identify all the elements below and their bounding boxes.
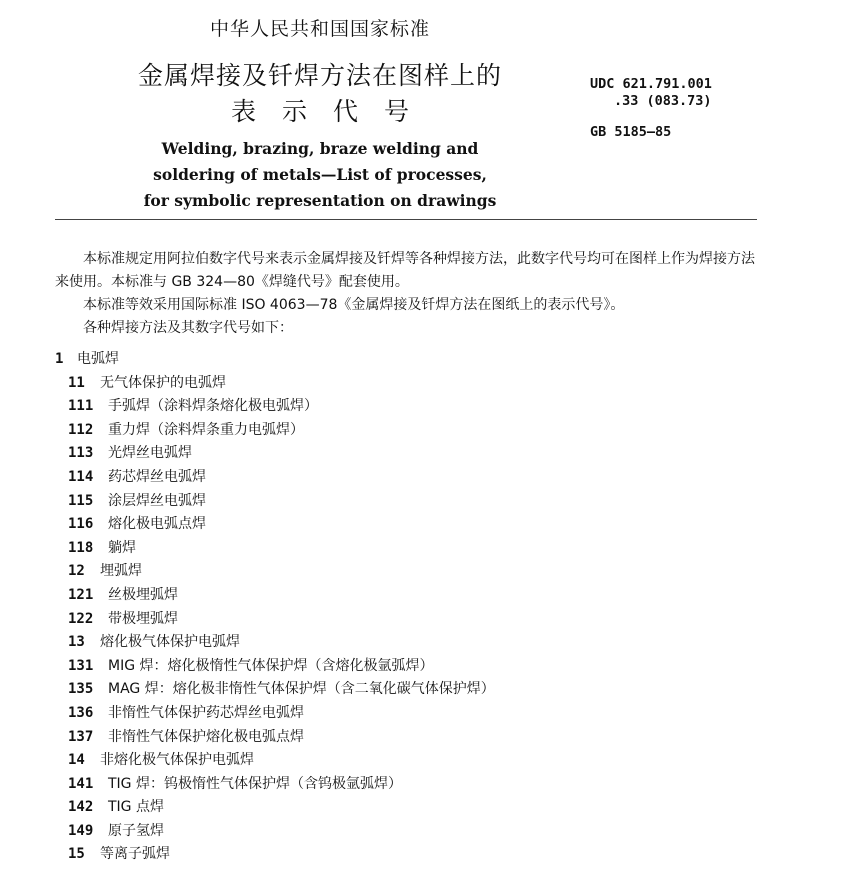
process-row: [55, 537, 815, 561]
process-row: [55, 702, 815, 726]
process-row: [55, 796, 815, 820]
process-code: 137: [68, 728, 94, 745]
process-name: 熔化极电弧点焊: [108, 516, 206, 533]
title-english: [0, 136, 640, 214]
process-list: [55, 348, 815, 867]
process-name: 丝极埋弧焊: [108, 586, 178, 603]
process-name: 原子氢焊: [108, 822, 164, 839]
udc-code-line2: .33 (083.73): [614, 93, 712, 109]
process-row: [55, 442, 815, 466]
process-code: 111: [68, 398, 94, 415]
process-name: 等离子弧焊: [100, 846, 170, 863]
process-row: [55, 655, 815, 679]
gb-standard-number: GB 5185—85: [590, 124, 672, 140]
process-code: 122: [68, 610, 94, 627]
process-row: [55, 372, 815, 396]
process-code: 136: [68, 704, 94, 721]
process-row: [55, 843, 815, 867]
process-code: 116: [68, 516, 94, 533]
header-divider: [55, 219, 757, 220]
intro-paragraph-1: 本标准规定用阿拉伯数字代号来表示金属焊接及钎焊等各种焊接方法，此数字代号均可在图样上作为焊接方法来使用。本标准与 GB 324—80《焊缝代号》配套使用。: [55, 251, 755, 290]
process-code: 142: [68, 799, 94, 816]
process-name: 熔化极气体保护电弧焊: [100, 634, 240, 651]
title-english-line2: soldering of metals—List of processes,: [153, 165, 487, 184]
process-row: [55, 726, 815, 750]
process-name: 重力焊（涂料焊条重力电弧焊）: [108, 421, 304, 438]
process-row: [55, 584, 815, 608]
process-code: 12: [68, 563, 85, 580]
process-name: 电弧焊: [77, 351, 119, 367]
process-name: 躺焊: [108, 539, 136, 556]
process-code: 1: [55, 351, 64, 367]
process-code: 113: [68, 445, 94, 462]
process-name: 非惰性气体保护药芯焊丝电弧焊: [108, 704, 304, 721]
process-code: 11: [68, 374, 85, 391]
introduction: [55, 248, 765, 340]
title-english-line1: Welding, brazing, braze welding and: [161, 139, 479, 158]
process-row: [55, 419, 815, 443]
process-name: 涂层焊丝电弧焊: [108, 492, 206, 509]
process-row: [55, 348, 815, 372]
process-name: TIG 点焊: [108, 799, 164, 816]
process-code: 121: [68, 586, 94, 603]
process-name: 埋弧焊: [100, 563, 142, 580]
process-name: 药芯焊丝电弧焊: [108, 468, 206, 485]
process-row: [55, 560, 815, 584]
process-code: 115: [68, 492, 94, 509]
title-chinese-line2: 表示代号: [230, 97, 435, 126]
title-chinese-line1: 金属焊接及钎焊方法在图样上的: [137, 61, 502, 90]
process-name: TIG 焊：钨极惰性气体保护焊（含钨极氩弧焊）: [108, 775, 402, 792]
process-code: 135: [68, 681, 94, 698]
process-row: [55, 490, 815, 514]
process-row: [55, 608, 815, 632]
process-row: [55, 820, 815, 844]
process-row: [55, 749, 815, 773]
intro-paragraph-2: 本标准等效采用国际标准 ISO 4063—78《金属焊接及钎焊方法在图纸上的表示代号》。: [83, 297, 625, 313]
process-name: 非熔化极气体保护电弧焊: [100, 752, 254, 769]
process-row: [55, 773, 815, 797]
process-code: 13: [68, 634, 85, 651]
process-name: 非惰性气体保护熔化极电弧点焊: [108, 728, 304, 745]
process-code: 149: [68, 822, 94, 839]
process-code: 15: [68, 846, 85, 863]
title-english-line3: for symbolic representation on drawings: [143, 191, 497, 210]
process-code: 131: [68, 657, 94, 674]
process-code: 141: [68, 775, 94, 792]
process-row: [55, 395, 815, 419]
process-code: 14: [68, 752, 85, 769]
process-code: 112: [68, 421, 94, 438]
process-row: [55, 678, 815, 702]
udc-code-line1: UDC 621.791.001: [590, 76, 712, 92]
process-row: [55, 631, 815, 655]
process-name: 带极埋弧焊: [108, 610, 178, 627]
process-name: MIG 焊：熔化极惰性气体保护焊（含熔化极氩弧焊）: [108, 657, 434, 674]
process-row: [55, 513, 815, 537]
process-name: MAG 焊：熔化极非惰性气体保护焊（含二氧化碳气体保护焊）: [108, 681, 495, 698]
process-row: [55, 466, 815, 490]
process-code: 114: [68, 468, 94, 485]
standard-organization: 中华人民共和国国家标准: [209, 18, 430, 40]
intro-paragraph-3: 各种焊接方法及其数字代号如下：: [83, 320, 293, 336]
process-code: 118: [68, 539, 94, 556]
process-name: 手弧焊（涂料焊条熔化极电弧焊）: [108, 398, 318, 415]
process-name: 无气体保护的电弧焊: [100, 374, 226, 391]
process-name: 光焊丝电弧焊: [108, 445, 192, 462]
